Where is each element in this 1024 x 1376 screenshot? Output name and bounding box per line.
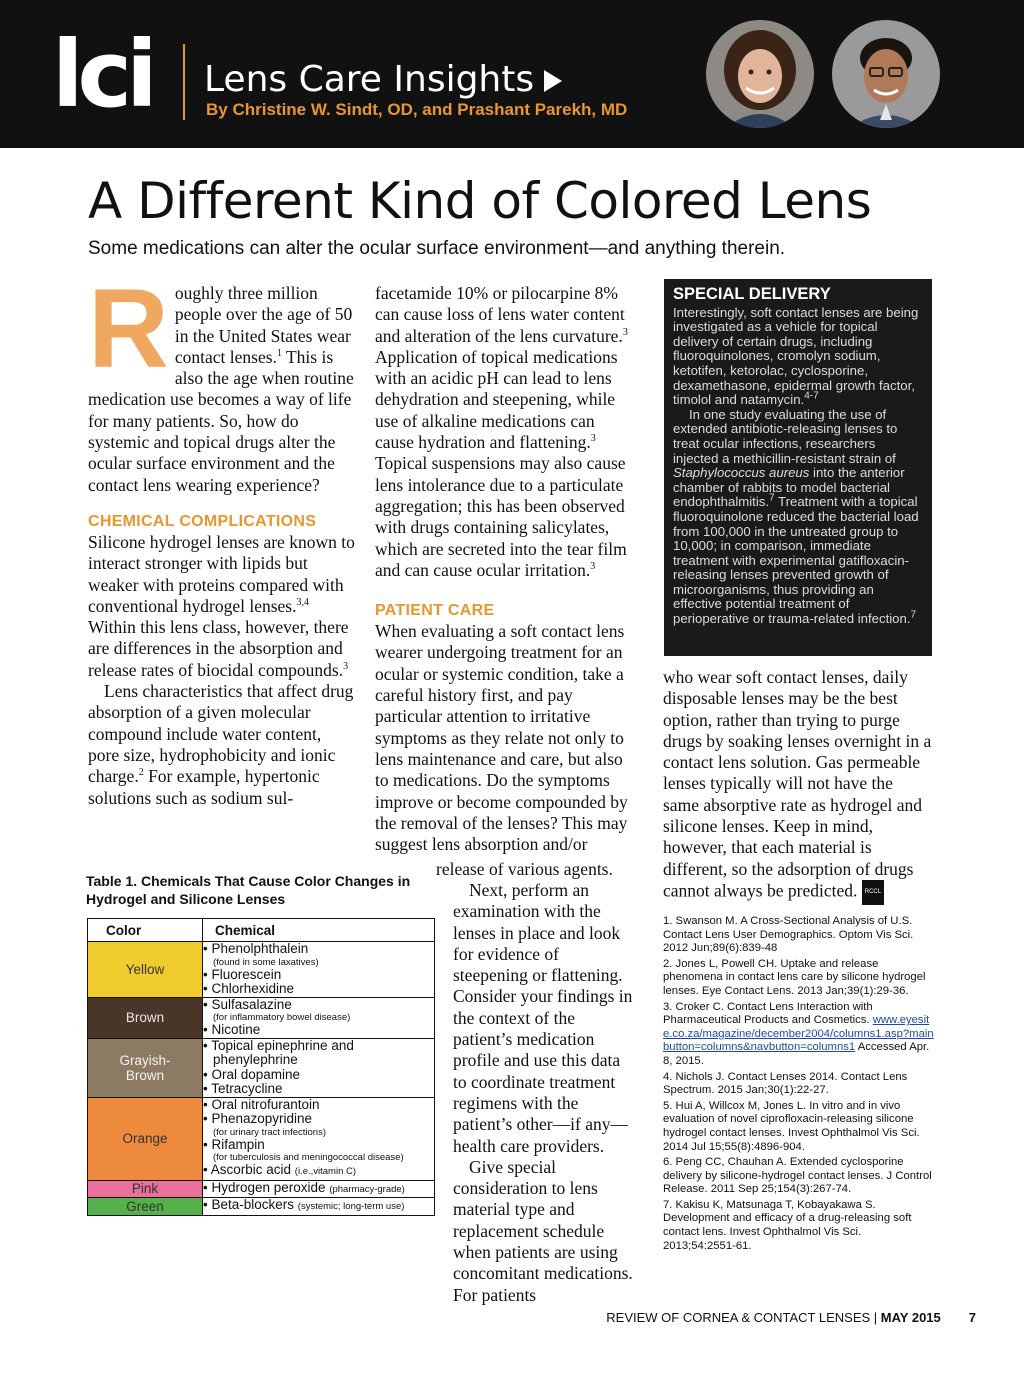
col-header-color: Color [88, 919, 203, 942]
chemical-note: (found in some laxatives) [213, 956, 319, 968]
sidebar-text: Interestingly, soft contact lenses are being investigated as a vehicle for topical delivery of certain drugs, including fluoroquinolones, cromolyn sodium, ketotifen, ketorolac, cyclosporine, dexamethasone, epidermal growth factor, timolol and natamycin. [673, 304, 919, 408]
table-header-row [88, 919, 435, 942]
table-title: Table 1. Chemicals That Cause Color Changes in Hydrogel and Silicone Lenses [86, 873, 411, 907]
chemical-paragraph [88, 532, 356, 681]
column-3 [663, 667, 933, 905]
col-header-chemical: Chemical [203, 919, 435, 942]
drop-cap: R [88, 266, 169, 391]
chemical-item: • Oral dopamine [203, 1066, 301, 1082]
byline: By Christine W. Sindt, OD, and Prashant Parekh, MD [206, 100, 628, 119]
chemical-item: • Tetracycline [203, 1081, 283, 1096]
consideration-paragraph: Give special consideration to lens material type and replacement schedule when patients are using concomitant medications. For patients [453, 1156, 633, 1305]
col2-text-b: Application of topical medications with an acidic pH can lead to lens dehydration and steepening, while use of alkaline medications can cause hydration and flattening. [375, 346, 618, 453]
chemical-cell [203, 1038, 435, 1097]
ref-sup: 3 [343, 660, 349, 672]
intro-paragraph [88, 266, 356, 496]
chemical-item [203, 1163, 434, 1180]
sidebar-title: SPECIAL DELIVERY [673, 285, 831, 303]
chemical-item: • Oral nitrofurantoin [203, 1096, 320, 1112]
reference-item: 6. Peng CC, Chauhan A. Extended cyclosporine delivery by silicone-hydrogel contact lenses. J Control Release. 2011 Sep 25;154(3):267-74. [663, 1156, 932, 1196]
lens-text-cont: For example, hypertonic solutions such as sodium sul- [88, 766, 320, 808]
intro-text: oughly three million people over the age of 50 in the United States wear contact lenses. [174, 283, 353, 367]
column-logo: lci [52, 21, 152, 128]
chemical-note: (pharmacy-grade) [329, 1183, 405, 1195]
reference-item: 5. Hui A, Willcox M, Jones L. In vitro and in vivo evaluation of novel ciprofloxacin-releasing silicone hydrogel contact lenses. Invest Ophthalmol Vis Sci. 2014 Jul 15;55(8):4896-904. [663, 1099, 920, 1153]
chemical-note: (i.e.,vitamin C) [294, 1166, 357, 1177]
color-cell: Orange [88, 1097, 203, 1180]
chemical-item: • Phenolphthalein [203, 941, 309, 956]
column-name [204, 58, 562, 102]
table-row [88, 1038, 435, 1097]
reference-text: Accessed Apr. 8, 2015. [663, 1041, 930, 1067]
author-photo-woman [706, 20, 814, 128]
patient-paragraph-cont: release of various agents. [436, 859, 613, 879]
color-cell [88, 1038, 203, 1097]
reference-text: 3. Croker C. Contact Lens Interaction with Pharmaceutical Products and Cosmetics. [663, 1000, 873, 1027]
issue-date: MAY 2015 [880, 1310, 941, 1325]
sidebar-paragraph-2 [673, 408, 923, 627]
ref-sup: 2 [138, 767, 144, 779]
chemical-item: • Chlorhexidine [203, 981, 295, 996]
species-name: Staphylococcus aureus [673, 465, 810, 481]
chemical-name: • Hydrogen peroxide [203, 1179, 326, 1195]
article-title: A Different Kind of Colored Lens [88, 172, 872, 230]
reference-item: 2. Jones L, Powell CH. Uptake and release phenomena in contact lens care by silicone hydrogel lenses. Eye Contact Lens. 2013 Jan;39(1):29-36. [663, 957, 926, 997]
chemical-note: (for inflammatory bowel disease) [213, 1012, 351, 1023]
table-row [88, 942, 435, 998]
chemical-note: (for urinary tract infections) [213, 1126, 326, 1138]
color-label: Grayish-Brown [119, 1052, 171, 1083]
ref-sup: 3 [590, 561, 596, 573]
reference-item: 1. Swanson M. A Cross-Sectional Analysis of U.S. Contact Lens User Demographics. Optom Vis Sci. 2012 Jun;89(6):839-48 [663, 915, 914, 955]
publication-name: REVIEW OF CORNEA & CONTACT LENSES | [606, 1310, 881, 1325]
subhead-chemical: CHEMICAL COMPLICATIONS [88, 512, 317, 530]
chemical-item [203, 1198, 434, 1215]
ref-sup: 7 [910, 609, 917, 621]
ref-sup: 3,4 [296, 597, 309, 609]
column-2 [375, 283, 637, 855]
ref-sup: 3 [590, 433, 596, 445]
color-cell: Yellow [88, 942, 203, 998]
ref-sup: 1 [276, 348, 282, 360]
subhead-patient: PATIENT CARE [375, 602, 495, 620]
chemical-item: • Fluorescein [203, 966, 282, 982]
color-cell: Pink [88, 1180, 203, 1198]
chemical-item: • Sulfasalazine [203, 996, 292, 1012]
end-mark-icon: RCCL [862, 880, 884, 905]
reference-item: 7. Kakisu K, Matsunaga T, Kobayakawa S. Development and efficacy of a drug-releasing soft contact lens. Invest Ophthalmol Vis Sci. 2013;54:2551-61. [663, 1198, 912, 1252]
chemical-cell [203, 1198, 435, 1216]
table-row [88, 1097, 435, 1180]
intro-text-cont: This is also the age when routine medication use becomes a way of life for many patients. So, how do systemic and topical drugs alter the ocular surface environment and the contact lens wearing experience? [88, 346, 354, 495]
chemical-cell [203, 997, 435, 1038]
author-photo-man [832, 20, 940, 128]
chemical-name: • Beta-blockers [203, 1197, 295, 1212]
col3-text: who wear soft contact lenses, daily disposable lenses may be the best option, rather than trying to purge drugs by soaking lenses overnight in a contact lens solution. Gas permeable lenses typically will not have the same absorptive rate as hydrogel and silicone lenses. Keep in mind, however, that each material is different, so the adsorption of drugs cannot always be predicted. [663, 667, 932, 901]
sidebar-text: Treatment with a topical fluoroquinolone reduced the bacterial load from 100,000 in the untreated group to 10,000; in comparison, immediate treatment with experimental gatifloxacin-releasing lenses prevented growth of microorganisms, thus providing an effective potential treatment of perioperative or trauma-related infection. [673, 494, 919, 627]
column-header [0, 0, 1024, 148]
chemical-text-cont: Within this lens class, however, there are differences in the absorption and release rates of biocidal compounds. [88, 617, 349, 680]
play-arrow-icon [544, 70, 562, 92]
chemical-note: (for tuberculosis and meningococcal disease) [213, 1152, 404, 1163]
column-2-lower [436, 859, 637, 880]
page-number: 7 [968, 1310, 976, 1325]
table-row [88, 1198, 435, 1216]
sidebar-text: In one study evaluating the use of extended antibiotic-releasing lenses to treat ocular infections, researchers injected a methicillin-resistant strain of [673, 406, 898, 466]
table-row [88, 997, 435, 1038]
chemical-item: • Topical epinephrine and [203, 1037, 354, 1053]
ref-sup: 3 [622, 326, 628, 338]
color-change-table [87, 918, 435, 1216]
column-name-text: Lens Care Insights [204, 59, 535, 100]
article-dek: Some medications can alter the ocular surface environment—and anything therein. [88, 238, 786, 259]
chemical-cell [203, 1097, 435, 1180]
special-delivery-sidebar [664, 279, 932, 656]
exam-paragraph: Next, perform an examination with the lenses in place and look for evidence of steepening or flattening. Consider your findings in the context of the patient’s medication profile and use this data to coordinate treatment regimens with the patient’s other—if any—health care providers. [453, 880, 633, 1156]
chemical-note: (systemic; long-term use) [297, 1201, 405, 1212]
header-divider [183, 44, 185, 120]
chemical-item: • Rifampin [203, 1136, 265, 1152]
table-row [88, 1180, 435, 1198]
chemical-item: • Nicotine [203, 1022, 261, 1037]
chemical-cell [203, 942, 435, 998]
chemical-item: • Phenazopyridine [203, 1111, 313, 1126]
column-1 [88, 266, 356, 809]
col2-text-c: Topical suspensions may also cause lens intolerance due to a particulate aggregation; this has been observed with drugs containing salicylates, which are secreted into the tear film and can cause ocular irritation. [375, 453, 627, 580]
sidebar-paragraph-1 [673, 306, 923, 408]
color-cell: Green [88, 1198, 203, 1216]
sidebar-text: into the anterior chamber of rabbits to model bacterial endophthalmitis. [673, 465, 905, 510]
reference-item: 4. Nichols J. Contact Lenses 2014. Contact Lens Spectrum. 2015 Jan;30(1):22-27. [663, 1070, 908, 1097]
chemical-text: Silicone hydrogel lenses are known to interact stronger with lipids but weaker with proteins compared with conventional hydrogel lenses. [88, 531, 355, 616]
ref-sup: 4-7 [804, 390, 819, 402]
color-cell: Brown [88, 997, 203, 1038]
reference-item [663, 1001, 935, 1069]
col3-paragraph [663, 667, 933, 905]
page-footer [606, 1310, 976, 1325]
references-list [663, 915, 935, 1255]
col2-text: facetamide 10% or pilocarpine 8% can cause loss of lens water content and alteration of the lens curvature. [375, 283, 625, 346]
col2-paragraph-1 [375, 283, 637, 581]
patient-paragraph: When evaluating a soft contact lens wearer undergoing treatment for an ocular or systemic condition, take a careful history first, and pay particular attention to irritative symptoms as they relate not only to lens maintenance and care, but also to medications. Do the symptoms improve or become compounded by the removal of the lenses? This may suggest lens absorption and/or [375, 621, 628, 855]
column-2-narrow [453, 880, 637, 1306]
chemical-item-cont: phenylephrine [213, 1052, 298, 1067]
chemical-name: • Ascorbic acid [203, 1162, 292, 1177]
lens-text: Lens characteristics that affect drug absorption of a given molecular compound include water content, pore size, hydrophobicity and ionic charge. [88, 681, 354, 787]
lens-characteristics-paragraph [88, 681, 356, 809]
chemical-item [203, 1181, 434, 1198]
reference-link[interactable]: www.eyesite.co.za/magazine/december2004/columns1.asp?mainbutton=columns&navbutton=columns1 [663, 1014, 934, 1054]
ref-sup: 7 [769, 492, 775, 504]
chemical-cell [203, 1180, 435, 1198]
